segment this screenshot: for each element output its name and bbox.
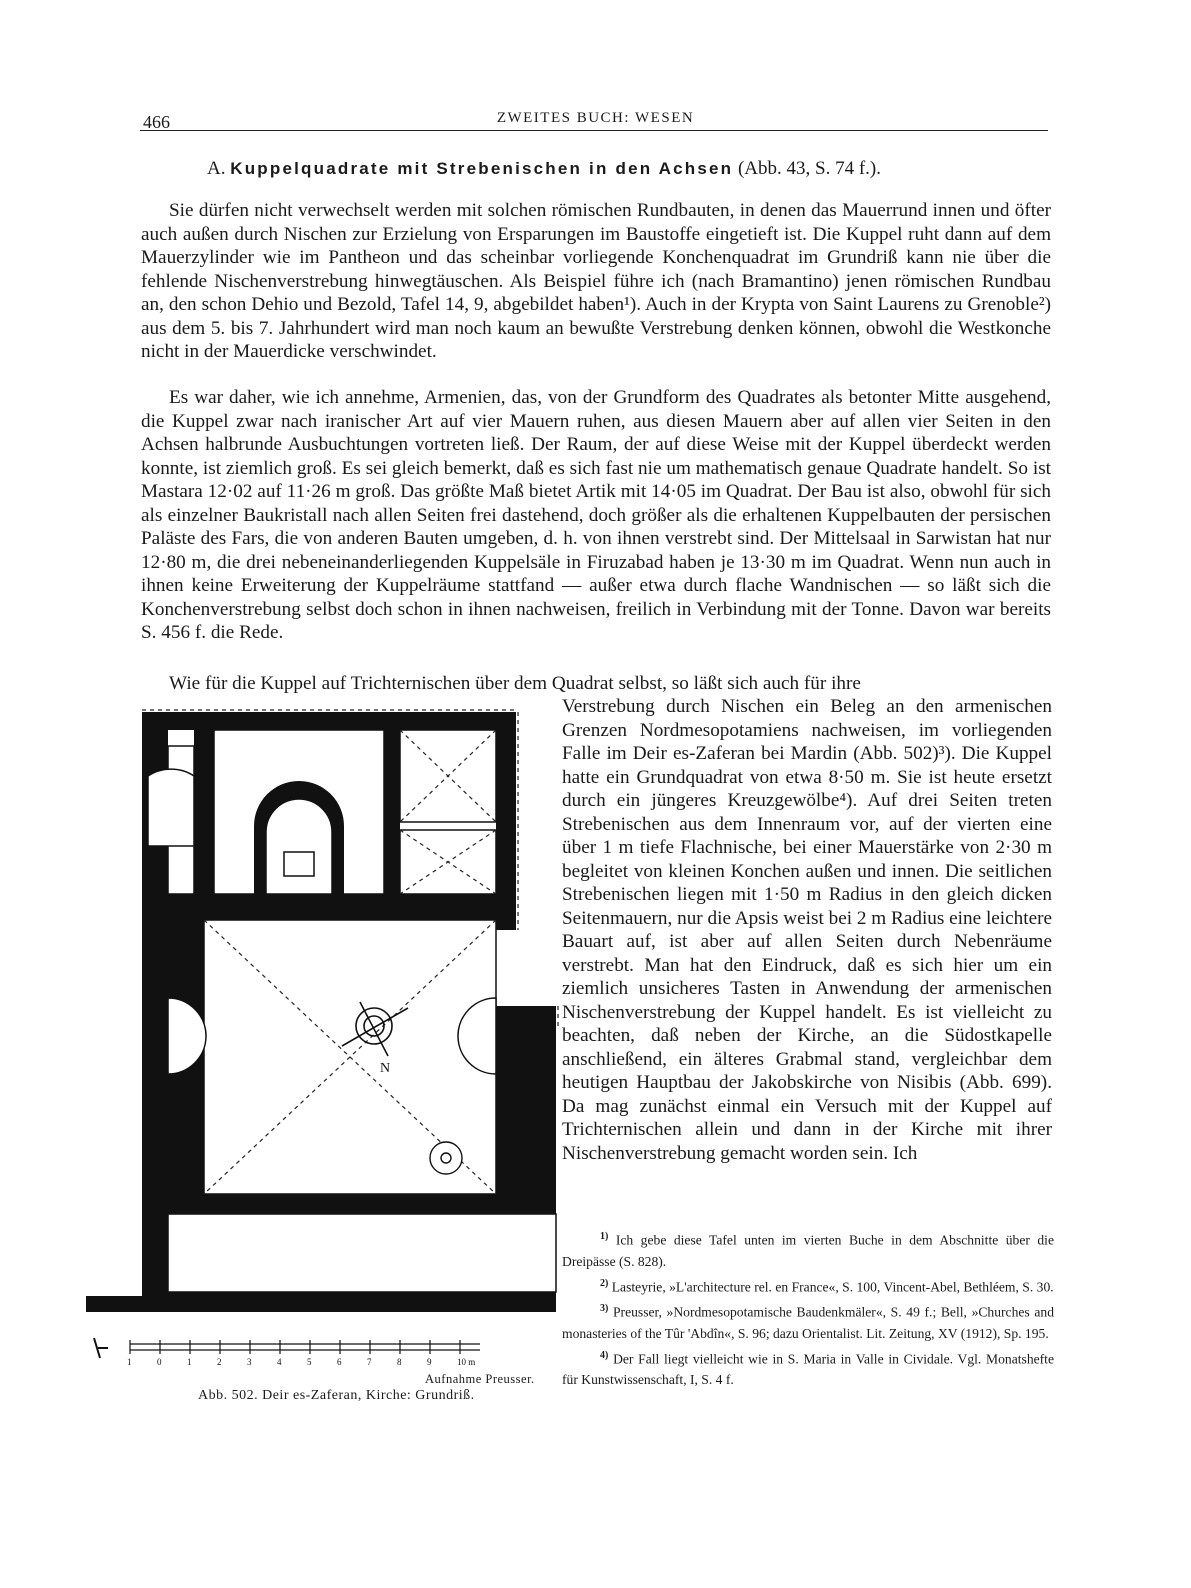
page-number: 466 — [143, 112, 170, 132]
footnote-mark: 1) — [600, 1231, 609, 1242]
paragraph-1: Sie dürfen nicht verwechselt werden mit solchen römischen Rundbauten, in denen das Mauerrund innen und öfter auch außen durch Nischen zur Erzielung von Ersparungen im Baustoffe eingetieft ist. Die Kuppel ruht dann auf dem Mauerzylinder wie im Pantheon und das scheinbar vorliegende Konchenquadrat im Grundriß kann nie über die fehlende Nischenverstrebung hinwegtäuschen. Als Beispiel führe ich (nach Bramantino) jenen römischen Rundbau an, den schon Dehio und Bezold, Tafel 14, 9, abgebildet haben¹). Auch in der Krypta von Saint Laurens zu Grenoble²) aus dem 5. bis 7. Jahrhundert wird man noch kaum an bewußte Verstrebung denken können, obwohl die Westkonche nicht in der Mauerdicke verschwindet. — [141, 200, 1051, 362]
section-ref: (Abb. 43, S. 74 f.). — [737, 158, 881, 179]
paragraph-3-first-line: Wie für die Kuppel auf Trichternischen über dem Quadrat selbst, so läßt sich auch für ihre — [169, 673, 861, 694]
scale-label: 9 — [427, 1357, 432, 1367]
scale-label: 1 — [127, 1357, 132, 1367]
floor-plan-figure — [84, 706, 560, 1326]
figure-caption: Abb. 502. Deir es-Zaferan, Kirche: Grundriß. — [198, 1388, 475, 1403]
scale-label: 7 — [367, 1357, 372, 1367]
scale-label: 4 — [277, 1357, 282, 1367]
scale-label: 1 — [187, 1357, 192, 1367]
footnote — [562, 1273, 1054, 1298]
scale-label: 5 — [307, 1357, 312, 1367]
scale-label: 6 — [337, 1357, 342, 1367]
section-letter: A. — [207, 158, 226, 179]
footnote-mark: 2) — [600, 1277, 609, 1289]
scale-ticks — [130, 1340, 460, 1354]
section-title: Kuppelquadrate mit Strebenischen in den Achsen — [230, 159, 734, 178]
compass-north-label: N — [380, 1061, 391, 1076]
section-heading — [207, 158, 881, 180]
paragraph-2: Es war daher, wie ich annehme, Armenien, das, von der Grundform des Quadrates als betonter Mitte ausgehend, die Kuppel zwar nach iranischer Art auf vier Mauern ruhen, aus diesen Mauern aber auf allen vier Seiten in den Achsen halbrunde Ausbuchtungen vortreten ließ. Der Raum, der auf diese Weise mit der Kuppel überdeckt werden konnte, ist ziemlich groß. Es sei gleich bemerkt, daß es sich fast nie um mathematisch genaue Quadrate handelt. So ist Mastara 12·02 auf 11·26 m groß. Das größte Maß bietet Artik mit 14·05 im Quadrat. Der Bau ist also, obwohl für sich als einzelner Baukristall nach allen Seiten frei dastehend, doch größer als die erhaltenen Kuppelbauten der persischen Paläste des Fars, die von anderen Bauten umgeben, d. h. von ihnen verstrebt sind. Der Mittelsaal in Sarwistan hat nur 12·80 m, die drei nebeneinanderliegenden Kuppelsäle in Firuzabad haben je 13·30 m im Quadrat. Wenn nun auch in ihnen keine Erweiterung der Kuppelräume stattfand — außer etwa durch flache Wandnischen — so läßt sich die Konchenverstrebung selbst doch schon in ihnen nachweisen, freilich in Verbindung mit der Tonne. Davon war bereits S. 456 f. die Rede. — [141, 387, 1051, 643]
footnote-mark: 3) — [600, 1303, 609, 1315]
footnote-text: Der Fall liegt vielleicht wie in S. Maria in Valle in Cividale. Vgl. Monatshefte für Kunstwissenschaft, I, S. 4 f. — [562, 1351, 1054, 1388]
running-head: ZWEITES BUCH: WESEN — [496, 110, 695, 126]
footnote-text: Ich gebe diese Tafel unten im vierten Buche in dem Abschnitte über die Dreipässe (S. 828). — [562, 1232, 1054, 1269]
scale-bar — [84, 1330, 504, 1370]
scale-label: 2 — [217, 1357, 222, 1367]
paragraph-3-continued: Verstrebung durch Nischen ein Beleg an den armenischen Grenzen Nordmesopotamiens nachweisen, im vorliegenden Falle im Deir es-Zaferan bei Mardin (Abb. 502)³). Die Kuppel hatte ein Grundquadrat von etwa 8·50 m. Sie ist heute ersetzt durch ein jüngeres Kreuzgewölbe⁴). Auf drei Seiten treten Strebenischen aus dem Innenraum vor, auf der vierten eine über 1 m tiefe Flachnische, bei einer Mauerstärke von 2·30 m begleitet von kleinen Konchen außen und innen. Die seitlichen Strebenischen liegen mit 1·50 m Radius in den gleich dicken Seitenmauern, nur die Apsis weist bei 2 m Radius eine leichtere Bauart auf, ist aber auf allen Seiten durch Nebenräume verstrebt. Man hat den Eindruck, daß es sich hier um ein ziemlich unsicheres Tasten in Anwendung der armenischen Nischenverstrebung der Kuppel handelt. Es ist vielleicht zu beachten, daß neben der Kirche, an die Südostkapelle anschließend, ein älteres Grabmal stand, vergleichbar dem heutigen Hauptbau der Jakobskirche von Nisibis (Abb. 699). Da mag zunächst einmal ein Versuch mit der Kuppel auf Trichternischen allein und dann in der Kirche mit ihrer Nischenverstrebung gemacht worden sein. Ich — [562, 696, 1052, 1164]
footnote — [562, 1345, 1054, 1391]
scale-label: 3 — [247, 1357, 252, 1367]
header-rule — [140, 130, 1048, 131]
footnote-text: Lasteyrie, »L'architecture rel. en France«, S. 100, Vincent-Abel, Bethléem, S. 30. — [611, 1279, 1054, 1295]
plan-apse — [266, 799, 332, 894]
footnotes — [562, 1226, 1054, 1391]
scale-label: 0 — [157, 1357, 162, 1367]
footnote-mark: 4) — [600, 1349, 609, 1361]
scale-label: 10 m — [457, 1357, 476, 1367]
footnote — [562, 1226, 1054, 1272]
figure-credit: Aufnahme Preusser. — [425, 1372, 535, 1386]
scale-labels — [127, 1357, 475, 1367]
footnote — [562, 1298, 1054, 1344]
scale-label: 8 — [397, 1357, 402, 1367]
plan-round-stair — [430, 1142, 462, 1174]
footnote-text: Preusser, »Nordmesopotamische Baudenkmäler«, S. 49 f.; Bell, »Churches and monasteries of the Tûr 'Abdîn«, S. 96; dazu Orientalist. Lit. Zeitung, XV (1912), Sp. 195. — [562, 1304, 1054, 1341]
